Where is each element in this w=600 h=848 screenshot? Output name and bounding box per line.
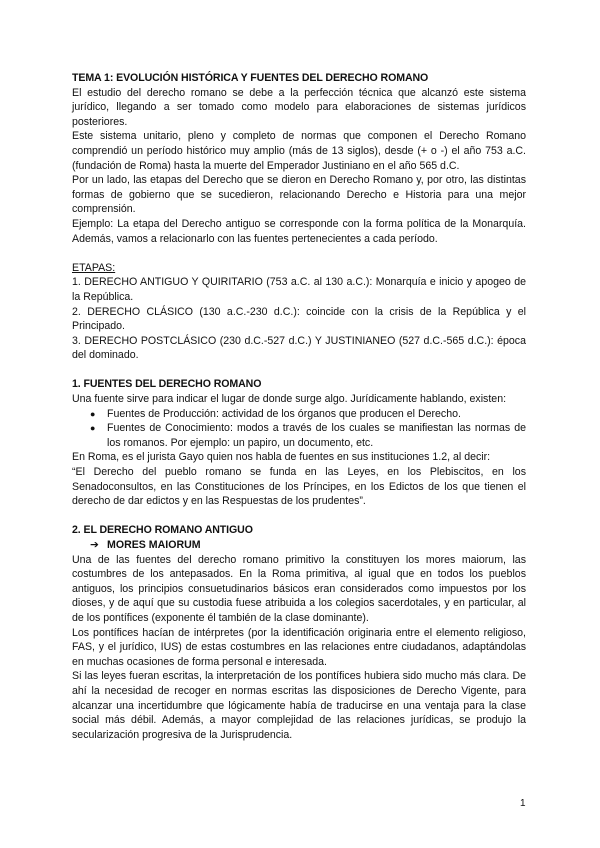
spacer (72, 509, 526, 524)
bullet-icon: ● (90, 408, 96, 419)
section-2-paragraph-3: Si las leyes fueran escritas, la interpretación de los pontífices hubiera sido mucho más clara. De ahí la necesidad de recoger en normas escritas las disposiciones de Derecho Vigente, para alcanzar una incertidumbre que lógicamente había de traducirse en una ventaja para la clase social más débil. Además, a mayor complejidad de las relaciones jurídicas, se produjo la secularización progresiva de la Jurisprudencia. (72, 670, 526, 741)
section-2-paragraph-2: Los pontífices hacían de intérpretes (por la identificación originaria entre el elemento religioso, FAS, y el jurídico, IUS) de estas costumbres en las relaciones entre ciudadanos, adaptándolas en muchas ocasiones de forma personal e interesada. (72, 626, 526, 668)
etapa-item-1: 1. DERECHO ANTIGUO Y QUIRITARIO (753 a.C. al 130 a.C.): Monarquía e inicio y apogeo de la República. (72, 276, 526, 303)
etapas-heading: ETAPAS: (72, 261, 116, 274)
intro-paragraph-2: Este sistema unitario, pleno y completo de normas que componen el Derecho Romano comprendió un período histórico muy amplio (más de 13 siglos), desde (+ o -) el año 753 a.C. (fundación de Roma) hasta la muerte del Emperador Justiniano en el año 565 d.C. (72, 130, 526, 172)
section-1-heading: 1. FUENTES DEL DERECHO ROMANO (72, 378, 262, 391)
section-1-after: En Roma, es el jurista Gayo quien nos habla de fuentes en sus instituciones 1.2, al decir: (72, 451, 491, 464)
list-item-text: Fuentes de Producción: actividad de los órganos que producen el Derecho. (107, 407, 461, 420)
subheading-label: MORES MAIORUM (107, 539, 201, 551)
section-2-heading: 2. EL DERECHO ROMANO ANTIGUO (72, 524, 253, 537)
list-item (72, 421, 526, 450)
page-content (72, 71, 526, 742)
gayo-quote: “El Derecho del pueblo romano se funda en las Leyes, en los Plebiscitos, en los Senadoconsultos, en las Constituciones de los Príncipes, en los Edictos de los que tienen el derecho de dar edictos y en las Respuestas de los prudentes”. (72, 466, 526, 508)
section-2-paragraph-1: Una de las fuentes del derecho romano primitivo la constituyen los mores maiorum, las costumbres de los antepasados. En la Roma primitiva, al igual que en todos los pueblos antiguos, los principios consuetudinarios básicos eran considerados como impuestos por los dioses, y de aquí que su custodia fuese atribuida a los colegios sacerdotales, y en particular, al de los pontífices (exponente él también de la clase dominante). (72, 553, 526, 624)
etapa-item-2: 2. DERECHO CLÁSICO (130 a.C.-230 d.C.): coincide con la crisis de la República y el Principado. (72, 305, 526, 333)
spacer (72, 363, 526, 378)
bullet-icon: ● (90, 423, 96, 434)
intro-paragraph-1: El estudio del derecho romano se debe a la perfección técnica que alcanzó este sistema jurídico, llegando a ser tomado como modelo para elaboraciones de sistemas jurídicos posteriores. (72, 86, 526, 128)
document-title: TEMA 1: EVOLUCIÓN HISTÓRICA Y FUENTES DEL DERECHO ROMANO (72, 72, 429, 84)
intro-paragraph-4: Ejemplo: La etapa del Derecho antiguo se corresponde con la forma política de la Monarquía. Además, vamos a relacionarlo con las fuentes pertenecientes a cada período. (72, 217, 526, 245)
section-1-lead: Una fuente sirve para indicar el lugar de donde surge algo. Jurídicamente hablando, existen: (72, 393, 507, 406)
arrow-right-icon: ➔ (90, 539, 99, 551)
etapa-item-3: 3. DERECHO POSTCLÁSICO (230 d.C.-527 d.C.) Y JUSTINIANEO (527 d.C.-565 d.C.): época del dominado. (72, 334, 526, 362)
mores-maiorum-subheading (72, 538, 526, 553)
page-number: 1 (520, 798, 526, 809)
intro-paragraph-3: Por un lado, las etapas del Derecho que se dieron en Derecho Romano y, por otro, las distintas formas de gobierno que se sucedieron, relacionando Derecho e Historia para una mejor comprensión. (72, 174, 526, 216)
sources-list (72, 407, 526, 451)
spacer (72, 246, 526, 261)
list-item-text: Fuentes de Conocimiento: modos a través de los cuales se manifiestan las normas de los romanos. Por ejemplo: un papiro, un documento, etc. (107, 422, 526, 449)
list-item (72, 407, 526, 422)
